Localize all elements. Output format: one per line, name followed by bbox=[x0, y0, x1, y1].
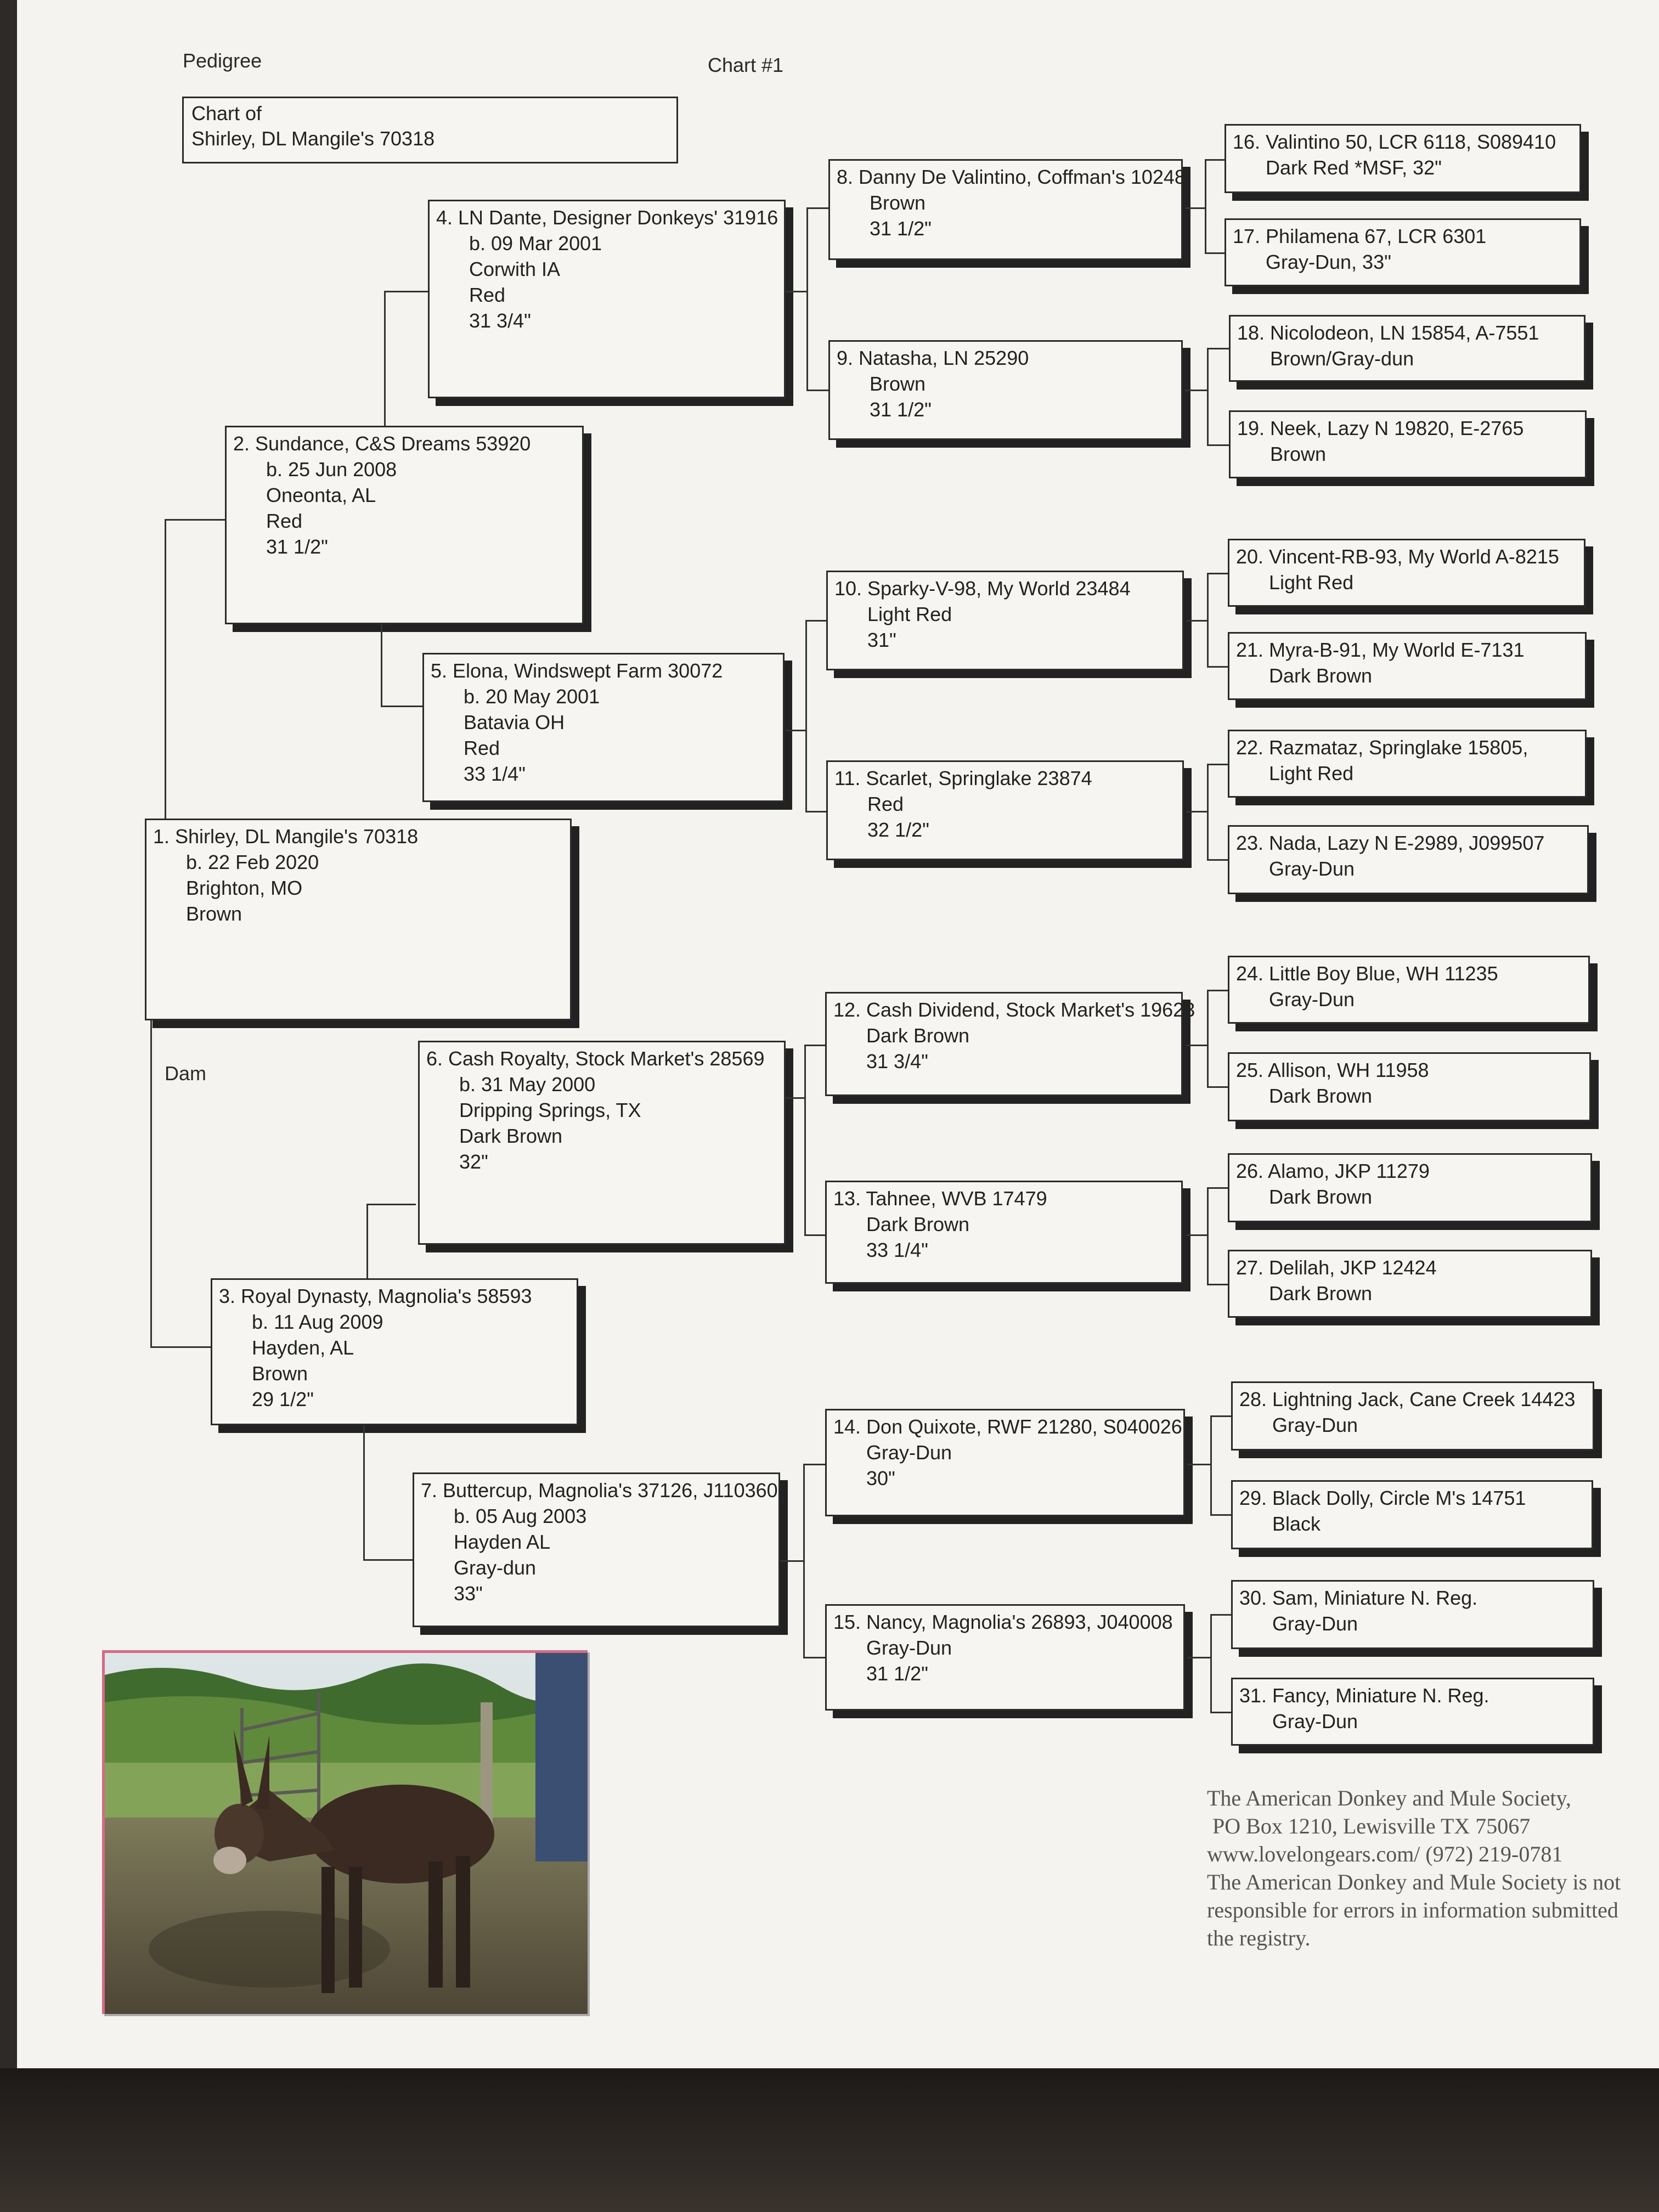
connector-line bbox=[1207, 990, 1228, 991]
entry-detail: Gray-dun bbox=[454, 1556, 537, 1579]
connector-line bbox=[150, 1346, 211, 1348]
connector-line bbox=[1207, 764, 1209, 859]
entry-detail: Oneonta, AL bbox=[266, 484, 376, 506]
entry-name: 12. Cash Dividend, Stock Market's 19623 bbox=[833, 998, 1195, 1021]
entry-detail: Dark Brown bbox=[1269, 1282, 1373, 1305]
pedigree-entry-19 bbox=[1229, 410, 1587, 478]
entry-name: 5. Elona, Windswept Farm 30072 bbox=[431, 659, 723, 682]
connector-line bbox=[1205, 252, 1224, 254]
entry-name: 29. Black Dolly, Circle M's 14751 bbox=[1239, 1487, 1526, 1509]
connector-line bbox=[803, 1464, 825, 1465]
connector-line bbox=[786, 291, 806, 292]
pedigree-entry-3 bbox=[211, 1278, 578, 1425]
pedigree-entry-6 bbox=[418, 1041, 786, 1245]
entry-detail: Light Red bbox=[867, 603, 952, 625]
entry-detail: Gray-Dun bbox=[1269, 857, 1355, 880]
entry-detail: Dripping Springs, TX bbox=[459, 1099, 641, 1121]
entry-detail: 33 1/4" bbox=[464, 763, 526, 785]
entry-detail: Gray-Dun bbox=[1269, 988, 1355, 1011]
connector-line bbox=[1186, 620, 1207, 622]
pedigree-entry-18 bbox=[1229, 315, 1585, 382]
connector-line bbox=[1210, 1614, 1212, 1712]
connector-line bbox=[805, 620, 807, 811]
entry-detail: 31 1/2" bbox=[866, 1662, 928, 1685]
entry-name: 28. Lightning Jack, Cane Creek 14423 bbox=[1239, 1388, 1576, 1410]
connector-line bbox=[805, 811, 826, 812]
pedigree-entry-15 bbox=[825, 1604, 1185, 1711]
entry-name: 30. Sam, Miniature N. Reg. bbox=[1239, 1587, 1478, 1609]
entry-name: 8. Danny De Valintino, Coffman's 10248 bbox=[837, 166, 1186, 188]
connector-line bbox=[804, 1045, 825, 1046]
connector-line bbox=[363, 1425, 365, 1559]
donkey-photo bbox=[102, 1650, 588, 2014]
entry-detail: Dark Brown bbox=[459, 1125, 563, 1147]
entry-name: 24. Little Boy Blue, WH 11235 bbox=[1236, 962, 1498, 985]
entry-detail: b. 09 Mar 2001 bbox=[469, 232, 602, 255]
footer-line: The American Donkey and Mule Society, bbox=[1207, 1786, 1571, 1810]
pedigree-entry-13 bbox=[825, 1181, 1183, 1284]
connector-line bbox=[1205, 159, 1206, 252]
entry-detail: Brown bbox=[252, 1362, 308, 1385]
pedigree-entry-9 bbox=[828, 340, 1183, 440]
entry-name: 2. Sundance, C&S Dreams 53920 bbox=[233, 432, 531, 455]
pedigree-entry-2 bbox=[225, 426, 584, 624]
connector-line bbox=[1207, 1284, 1228, 1285]
entry-detail: b. 11 Aug 2009 bbox=[252, 1311, 383, 1333]
connector-line bbox=[1207, 1187, 1228, 1189]
connector-line bbox=[1207, 573, 1209, 666]
entry-detail: Brighton, MO bbox=[186, 877, 303, 899]
entry-name: 17. Philamena 67, LCR 6301 bbox=[1233, 225, 1487, 247]
pedigree-entry-28 bbox=[1231, 1381, 1594, 1451]
connector-line bbox=[1185, 390, 1207, 391]
entry-name: 27. Delilah, JKP 12424 bbox=[1236, 1256, 1437, 1279]
entry-detail: Hayden, AL bbox=[252, 1336, 354, 1359]
connector-line bbox=[806, 207, 828, 209]
connector-line bbox=[786, 1097, 804, 1099]
entry-name: 13. Tahnee, WVB 17479 bbox=[833, 1187, 1047, 1210]
entry-detail: Hayden AL bbox=[454, 1531, 551, 1553]
entry-name: 20. Vincent-RB-93, My World A-8215 bbox=[1236, 545, 1559, 568]
dam-label: Dam bbox=[165, 1062, 207, 1085]
entry-detail: Corwith IA bbox=[469, 258, 561, 280]
footer-line: responsible for errors in information submitted bbox=[1207, 1898, 1618, 1922]
entry-name: 10. Sparky-V-98, My World 23484 bbox=[834, 577, 1131, 600]
entry-name: 18. Nicolodeon, LN 15854, A-7551 bbox=[1237, 321, 1539, 344]
entry-detail: Batavia OH bbox=[464, 711, 565, 733]
entry-detail: 31 3/4" bbox=[469, 309, 531, 332]
connector-line bbox=[165, 519, 225, 521]
connector-line bbox=[1187, 1657, 1210, 1658]
connector-line bbox=[165, 519, 166, 819]
entry-detail: Dark Brown bbox=[1269, 1186, 1373, 1208]
entry-name: 31. Fancy, Miniature N. Reg. bbox=[1239, 1684, 1489, 1707]
connector-line bbox=[803, 1464, 805, 1657]
entry-name: 25. Allison, WH 11958 bbox=[1236, 1059, 1429, 1081]
entry-detail: Dark Brown bbox=[866, 1213, 970, 1235]
entry-detail: 32 1/2" bbox=[867, 819, 929, 841]
entry-detail: Brown bbox=[870, 191, 926, 214]
entry-detail: 31 1/2" bbox=[870, 217, 932, 240]
chart-of-name: Shirley, DL Mangile's 70318 bbox=[191, 127, 435, 150]
connector-line bbox=[1207, 348, 1209, 444]
entry-detail: Brown bbox=[1270, 443, 1327, 465]
pedigree-entry-12 bbox=[825, 992, 1195, 1096]
entry-detail: Red bbox=[469, 284, 506, 306]
pedigree-entry-31 bbox=[1231, 1678, 1594, 1746]
pedigree-entry-5 bbox=[422, 653, 785, 802]
pedigree-entry-23 bbox=[1228, 825, 1589, 894]
pedigree-entry-20 bbox=[1228, 539, 1585, 607]
pedigree-entry-8 bbox=[828, 159, 1186, 260]
connector-line bbox=[1186, 1045, 1207, 1046]
entry-detail: 30" bbox=[866, 1467, 895, 1489]
entry-detail: Brown/Gray-dun bbox=[1270, 347, 1414, 370]
pedigree-entry-14 bbox=[825, 1409, 1185, 1516]
connector-line bbox=[366, 1204, 416, 1205]
entry-name: 7. Buttercup, Magnolia's 37126, J110360 bbox=[421, 1479, 778, 1502]
connector-line bbox=[150, 1020, 152, 1346]
entry-detail: Dark Brown bbox=[1269, 1085, 1373, 1107]
entry-detail: Gray-Dun bbox=[866, 1441, 952, 1464]
entry-detail: b. 05 Aug 2003 bbox=[454, 1505, 587, 1527]
connector-line bbox=[1187, 1464, 1210, 1465]
connector-line bbox=[1186, 811, 1207, 812]
connector-line bbox=[804, 1045, 806, 1234]
connector-line bbox=[384, 291, 386, 426]
entry-name: 1. Shirley, DL Mangile's 70318 bbox=[153, 825, 419, 848]
entry-detail: 31 3/4" bbox=[866, 1050, 928, 1073]
connector-line bbox=[1210, 1614, 1231, 1616]
connector-line bbox=[1210, 1514, 1231, 1516]
entry-name: 4. LN Dante, Designer Donkeys' 31916 bbox=[436, 206, 778, 229]
connector-line bbox=[1207, 1187, 1209, 1284]
connector-line bbox=[1210, 1415, 1231, 1417]
entry-detail: b. 20 May 2001 bbox=[464, 685, 600, 708]
connector-line bbox=[780, 1560, 803, 1562]
connector-line bbox=[1210, 1712, 1231, 1713]
pedigree-entry-24 bbox=[1228, 956, 1590, 1024]
donkey-photo-image bbox=[105, 1653, 588, 2014]
connector-line bbox=[1207, 444, 1229, 446]
entry-name: 22. Razmataz, Springlake 15805, bbox=[1236, 736, 1528, 759]
pedigree-entry-25 bbox=[1228, 1052, 1591, 1121]
pedigree-entry-17 bbox=[1224, 218, 1581, 286]
entry-detail: b. 22 Feb 2020 bbox=[186, 851, 319, 873]
entry-detail: Gray-Dun, 33" bbox=[1266, 251, 1391, 273]
connector-line bbox=[786, 730, 805, 731]
entry-name: 9. Natasha, LN 25290 bbox=[837, 347, 1029, 369]
entry-detail: b. 31 May 2000 bbox=[459, 1073, 596, 1096]
pedigree-entry-4 bbox=[428, 200, 786, 398]
entry-detail: Red bbox=[464, 737, 500, 759]
entry-detail: Light Red bbox=[1269, 762, 1354, 785]
connector-line bbox=[1207, 1086, 1228, 1088]
footer-line: www.lovelongears.com/ (972) 219-0781 bbox=[1207, 1842, 1563, 1866]
entry-detail: b. 25 Jun 2008 bbox=[266, 458, 397, 481]
society-footer bbox=[1207, 1784, 1657, 1952]
entry-name: 23. Nada, Lazy N E-2989, J099507 bbox=[1236, 832, 1545, 854]
connector-line bbox=[806, 390, 828, 391]
connector-line bbox=[1207, 859, 1228, 861]
entry-name: 16. Valintino 50, LCR 6118, S089410 bbox=[1233, 131, 1556, 153]
connector-line bbox=[363, 1559, 413, 1561]
footer-line: The American Donkey and Mule Society is not bbox=[1207, 1870, 1621, 1894]
entry-detail: 31" bbox=[867, 629, 896, 651]
connector-line bbox=[804, 1234, 825, 1236]
connector-line bbox=[1186, 1234, 1207, 1236]
entry-name: 19. Neek, Lazy N 19820, E-2765 bbox=[1237, 417, 1524, 439]
entry-name: 6. Cash Royalty, Stock Market's 28569 bbox=[426, 1047, 765, 1070]
connector-line bbox=[384, 291, 428, 292]
connector-line bbox=[1207, 990, 1209, 1086]
connector-line bbox=[806, 207, 808, 390]
entry-detail: 31 1/2" bbox=[870, 398, 932, 421]
entry-detail: Light Red bbox=[1269, 571, 1354, 594]
entry-detail: Dark Brown bbox=[866, 1024, 970, 1047]
pedigree-entry-27 bbox=[1228, 1250, 1592, 1318]
pedigree-entry-1 bbox=[145, 819, 572, 1020]
connector-line bbox=[1207, 666, 1228, 668]
connector-line bbox=[381, 706, 422, 707]
entry-name: 21. Myra-B-91, My World E-7131 bbox=[1236, 639, 1525, 661]
entry-detail: 29 1/2" bbox=[252, 1388, 314, 1410]
connector-line bbox=[1210, 1415, 1212, 1514]
pedigree-entry-29 bbox=[1231, 1480, 1593, 1549]
entry-detail: Gray-Dun bbox=[1272, 1612, 1358, 1635]
pedigree-entry-11 bbox=[826, 760, 1184, 860]
connector-line bbox=[366, 1204, 368, 1278]
pedigree-entry-21 bbox=[1228, 632, 1587, 700]
entry-detail: Gray-Dun bbox=[1272, 1414, 1358, 1436]
pedigree-entry-22 bbox=[1228, 730, 1587, 798]
connector-line bbox=[1205, 159, 1224, 161]
chart-of-label: Chart of bbox=[191, 102, 262, 125]
entry-name: 26. Alamo, JKP 11279 bbox=[1236, 1160, 1430, 1182]
chart-of-box bbox=[182, 97, 678, 163]
entry-detail: Gray-Dun bbox=[866, 1637, 952, 1659]
entry-name: 3. Royal Dynasty, Magnolia's 58593 bbox=[219, 1285, 532, 1307]
connector-line bbox=[381, 624, 382, 706]
connector-line bbox=[1207, 764, 1228, 765]
entry-name: 11. Scarlet, Springlake 23874 bbox=[834, 767, 1092, 789]
page-title: Pedigree bbox=[183, 49, 262, 72]
chart-number: Chart #1 bbox=[708, 54, 784, 76]
pedigree-entry-10 bbox=[826, 571, 1184, 670]
entry-name: 15. Nancy, Magnolia's 26893, J040008 bbox=[833, 1611, 1173, 1633]
entry-name: 14. Don Quixote, RWF 21280, S040026 bbox=[833, 1415, 1182, 1438]
entry-detail: 33" bbox=[454, 1582, 483, 1605]
footer-line: PO Box 1210, Lewisville TX 75067 bbox=[1207, 1814, 1531, 1838]
entry-detail: Brown bbox=[186, 902, 242, 925]
pedigree-entry-30 bbox=[1231, 1580, 1594, 1649]
entry-detail: Gray-Dun bbox=[1272, 1710, 1358, 1733]
connector-line bbox=[805, 620, 826, 622]
pedigree-entry-26 bbox=[1228, 1153, 1592, 1222]
connector-line bbox=[803, 1657, 825, 1658]
entry-detail: 33 1/4" bbox=[866, 1239, 928, 1261]
footer-line: the registry. bbox=[1207, 1926, 1311, 1950]
entry-detail: Brown bbox=[870, 373, 926, 395]
connector-line bbox=[1207, 348, 1229, 349]
entry-detail: 31 1/2" bbox=[266, 535, 328, 558]
entry-detail: Dark Brown bbox=[1269, 664, 1373, 687]
table-surface bbox=[0, 2068, 1659, 2212]
entry-detail: Red bbox=[266, 510, 303, 532]
entry-detail: Dark Red *MSF, 32" bbox=[1266, 156, 1442, 179]
entry-detail: Black bbox=[1272, 1513, 1321, 1535]
pedigree-entry-16 bbox=[1224, 124, 1581, 193]
entry-detail: Red bbox=[867, 793, 904, 815]
pedigree-entry-7 bbox=[413, 1472, 780, 1627]
entry-detail: 32" bbox=[459, 1150, 488, 1173]
connector-line bbox=[1207, 573, 1228, 574]
connector-line bbox=[1185, 207, 1205, 209]
